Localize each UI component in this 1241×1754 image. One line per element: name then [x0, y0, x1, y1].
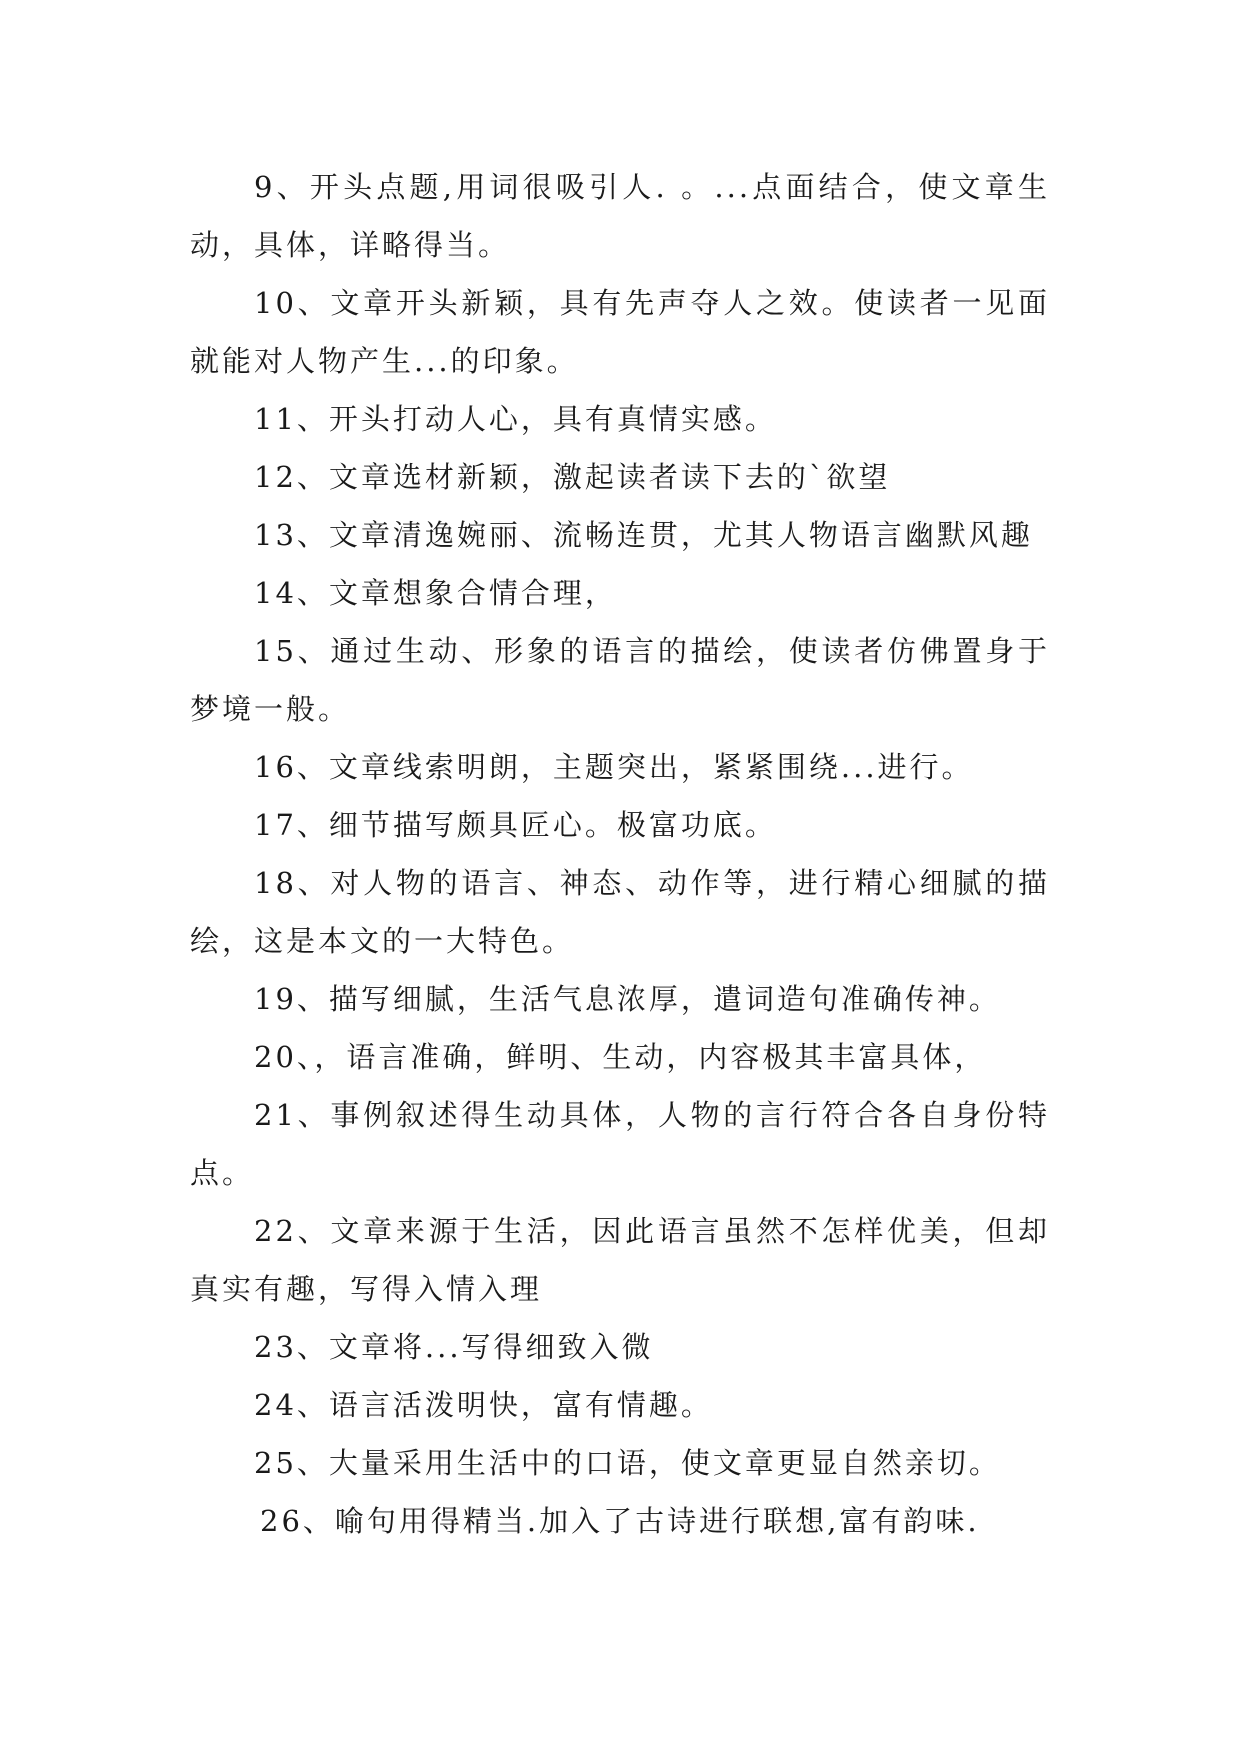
paragraph-21: 21、事例叙述得生动具体，人物的言行符合各自身份特点。 [190, 1098, 1050, 1190]
paragraph-16: 16、文章线索明朗，主题突出，紧紧围绕...进行。 [254, 750, 974, 784]
document-body [190, 158, 1050, 1550]
paragraph-10: 10、文章开头新颖，具有先声夺人之效。使读者一见面就能对人物产生...的印象。 [190, 286, 1050, 378]
paragraph-24: 24、语言活泼明快，富有情趣。 [254, 1388, 713, 1422]
paragraph-25: 25、大量采用生活中的口语，使文章更显自然亲切。 [254, 1446, 1001, 1480]
paragraph-11: 11、开头打动人心，具有真情实感。 [254, 402, 777, 436]
paragraph-26: 26、喻句用得精当.加入了古诗进行联想,富有韵味. [260, 1504, 980, 1538]
paragraph-20: 20、，语言准确，鲜明、生动，内容极其丰富具体， [254, 1040, 987, 1074]
paragraph-9: 9、开头点题,用词很吸引人. 。...点面结合，使文章生动，具体，详略得当。 [190, 170, 1050, 262]
paragraph-17: 17、细节描写颇具匠心。极富功底。 [254, 808, 777, 842]
paragraph-18: 18、对人物的语言、神态、动作等，进行精心细腻的描绘，这是本文的一大特色。 [190, 866, 1050, 958]
paragraph-13: 13、文章清逸婉丽、流畅连贯，尤其人物语言幽默风趣 [254, 518, 1033, 552]
paragraph-12: 12、文章选材新颖，激起读者读下去的`欲望 [254, 460, 891, 494]
paragraph-15: 15、通过生动、形象的语言的描绘，使读者仿佛置身于梦境一般。 [190, 634, 1050, 726]
paragraph-22: 22、文章来源于生活，因此语言虽然不怎样优美，但却真实有趣，写得入情入理 [190, 1214, 1050, 1306]
paragraph-23: 23、文章将...写得细致入微 [254, 1330, 654, 1364]
paragraph-14: 14、文章想象合情合理， [254, 576, 617, 610]
paragraph-19: 19、描写细腻，生活气息浓厚，遣词造句准确传神。 [254, 982, 1001, 1016]
